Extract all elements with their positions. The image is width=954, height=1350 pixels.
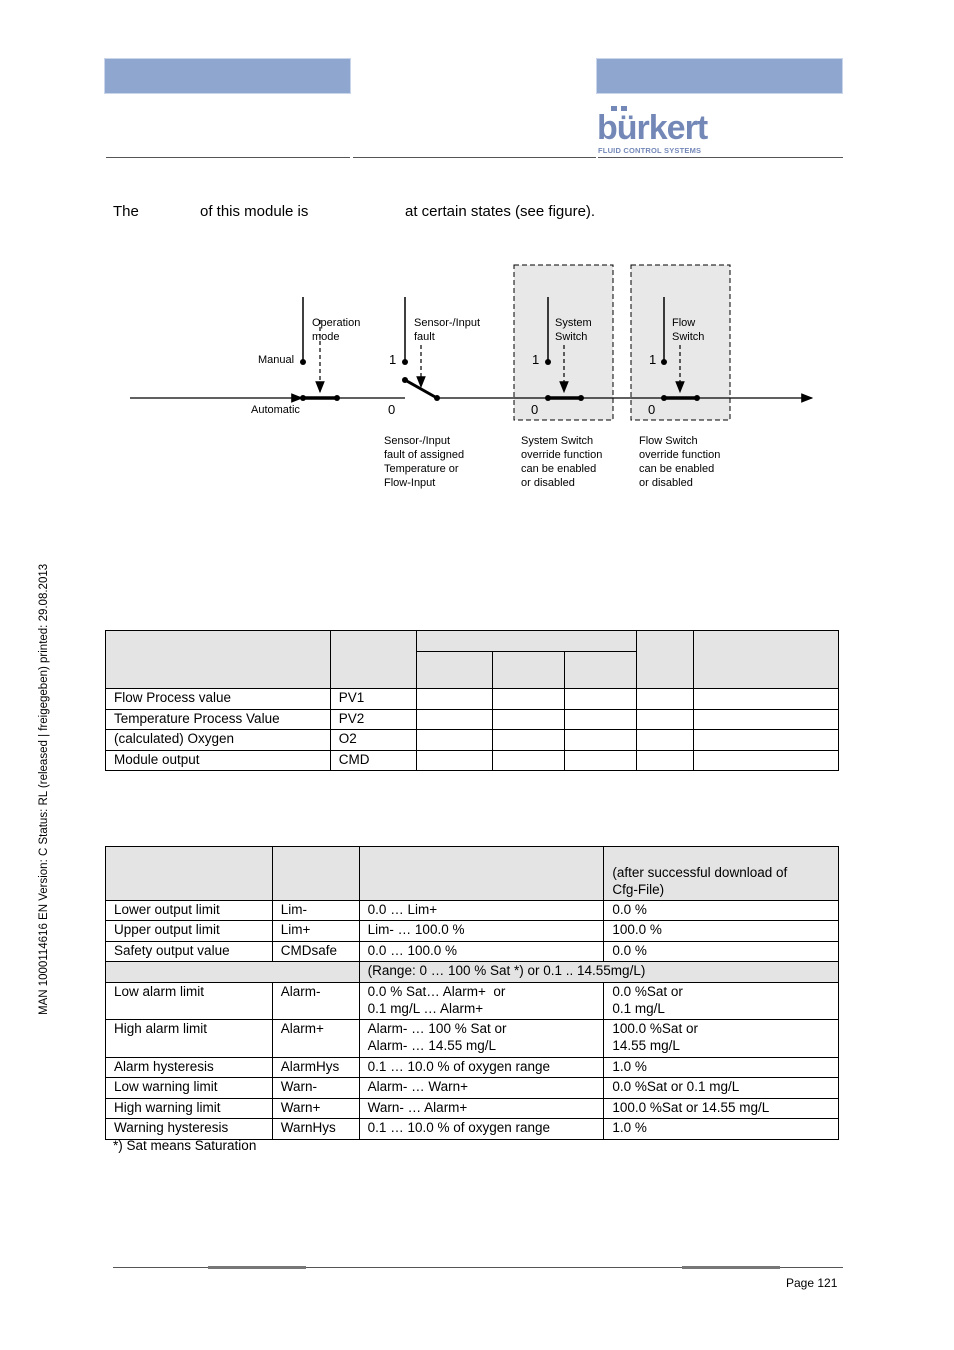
t2-range: Lim- … 100.0 % <box>359 921 604 942</box>
t1-symbol: PV2 <box>330 710 416 730</box>
table-row <box>106 901 839 921</box>
t1-symbol: CMD <box>330 751 416 771</box>
t2-symbol: AlarmHys <box>272 1058 359 1078</box>
t2-section-note: (Range: 0 … 100 % Sat *) or 0.1 .. 14.55mg/L) <box>359 962 838 983</box>
table-row <box>106 1099 839 1119</box>
t1-head-sub3 <box>565 652 637 689</box>
t1-head-symbol <box>330 631 416 689</box>
label-system-switch: System Switch <box>555 317 592 343</box>
t2-default: 100.0 % <box>604 921 839 942</box>
t2-default: 0.0 % <box>604 901 839 921</box>
process-values-table <box>105 630 839 771</box>
t2-symbol: WarnHys <box>272 1119 359 1140</box>
document-sidebar-info: MAN 1000114616 EN Version: C Status: RL (released | freigegeben) printed: 29.08.2013 <box>38 563 50 1015</box>
t2-default: 100.0 %Sat or 14.55 mg/L <box>604 1020 839 1058</box>
t2-symbol: CMDsafe <box>272 942 359 962</box>
table-row <box>106 1020 839 1058</box>
parameters-table <box>105 846 839 1140</box>
table-row <box>106 710 839 730</box>
t1-name: Temperature Process Value <box>106 710 331 730</box>
t2-range: 0.0 … Lim+ <box>359 901 604 921</box>
label-sensor-fault: Sensor-/Input fault <box>414 317 481 343</box>
t2-default: 0.0 %Sat or 0.1 mg/L <box>604 1078 839 1099</box>
t2-name: Upper output limit <box>106 921 273 942</box>
t2-name: Safety output value <box>106 942 273 962</box>
t1-name: Flow Process value <box>106 689 331 710</box>
table-row <box>106 1119 839 1140</box>
system-state-0: 0 <box>531 402 539 417</box>
note-flow-switch: Flow Switch override function can be enabled or disabled <box>639 435 721 489</box>
t2-default: 0.0 % <box>604 942 839 962</box>
sensor-state-0: 0 <box>388 402 396 417</box>
t2-name: Alarm hysteresis <box>106 1058 273 1078</box>
t2-section-label <box>106 962 360 983</box>
t1-head-name <box>106 631 331 689</box>
t2-name: Warning hysteresis <box>106 1119 273 1140</box>
t2-name: High warning limit <box>106 1099 273 1119</box>
t1-symbol: PV1 <box>330 689 416 710</box>
system-state-1: 1 <box>532 352 540 367</box>
t2-symbol: Warn- <box>272 1078 359 1099</box>
t2-name: Low warning limit <box>106 1078 273 1099</box>
logo-tagline: FLUID CONTROL SYSTEMS <box>598 146 702 155</box>
flow-state-0: 0 <box>648 402 656 417</box>
flow-state-1: 1 <box>649 352 657 367</box>
t2-head-range <box>359 847 604 901</box>
t1-head-sub2 <box>492 652 565 689</box>
page-number: Page 121 <box>786 1276 838 1290</box>
table-row <box>106 921 839 942</box>
t1-name: Module output <box>106 751 331 771</box>
t2-range: 0.1 … 10.0 % of oxygen range <box>359 1058 604 1078</box>
label-operation-mode: Operation mode <box>312 317 361 343</box>
footer-rule-accent-1 <box>208 1266 306 1269</box>
t1-symbol: O2 <box>330 730 416 751</box>
note-system-switch: System Switch override function can be enabled or disabled <box>521 435 603 489</box>
section-row <box>106 962 839 983</box>
label-automatic: Automatic <box>251 404 300 416</box>
t2-symbol: Lim+ <box>272 921 359 942</box>
t2-head-default: (after successful download of Cfg-File) <box>604 847 839 901</box>
intro-text-2: at certain states (see figure). <box>405 203 596 220</box>
t2-range: Alarm- … 100 % Sat or Alarm- … 14.55 mg/L <box>359 1020 604 1058</box>
t1-head-sub1 <box>416 652 492 689</box>
t2-range: Warn- … Alarm+ <box>359 1099 604 1119</box>
t2-default: 0.0 %Sat or 0.1 mg/L <box>604 983 839 1020</box>
label-flow-switch: Flow Switch <box>672 317 705 343</box>
t2-symbol: Alarm- <box>272 983 359 1020</box>
table-row <box>106 730 839 751</box>
logo-wordmark: bürkert <box>597 109 708 147</box>
label-manual: Manual <box>258 354 295 366</box>
footnote: *) Sat means Saturation <box>113 1138 257 1153</box>
footer-rule-accent-2 <box>682 1266 780 1269</box>
table-row <box>106 1058 839 1078</box>
table-row <box>106 942 839 962</box>
table-row <box>106 983 839 1020</box>
note-sensor-fault: Sensor-/Input fault of assigned Temperature or Flow-Input <box>384 435 465 489</box>
t2-default: 100.0 %Sat or 14.55 mg/L <box>604 1099 839 1119</box>
t2-name: Low alarm limit <box>106 983 273 1020</box>
t1-head-col7 <box>694 631 839 689</box>
t2-head-name <box>106 847 273 901</box>
t2-range: 0.1 … 10.0 % of oxygen range <box>359 1119 604 1140</box>
t1-head-col6 <box>637 631 694 689</box>
t2-symbol: Alarm+ <box>272 1020 359 1058</box>
t2-head-symbol <box>272 847 359 901</box>
intro-text-1: of this module is <box>200 203 309 220</box>
switch-diagram <box>0 0 954 520</box>
t2-range: 0.0 % Sat… Alarm+ or 0.1 mg/L … Alarm+ <box>359 983 604 1020</box>
table-row <box>106 689 839 710</box>
t2-name: Lower output limit <box>106 901 273 921</box>
t2-default: 1.0 % <box>604 1119 839 1140</box>
t1-head-group <box>416 631 637 652</box>
table-row <box>106 1078 839 1099</box>
table-row <box>106 751 839 771</box>
sensor-state-1: 1 <box>389 352 397 367</box>
t2-symbol: Warn+ <box>272 1099 359 1119</box>
t1-name: (calculated) Oxygen <box>106 730 331 751</box>
t2-name: High alarm limit <box>106 1020 273 1058</box>
t2-range: 0.0 … 100.0 % <box>359 942 604 962</box>
t2-default: 1.0 % <box>604 1058 839 1078</box>
t2-range: Alarm- … Warn+ <box>359 1078 604 1099</box>
t2-symbol: Lim- <box>272 901 359 921</box>
intro-word-the: The <box>113 203 139 220</box>
